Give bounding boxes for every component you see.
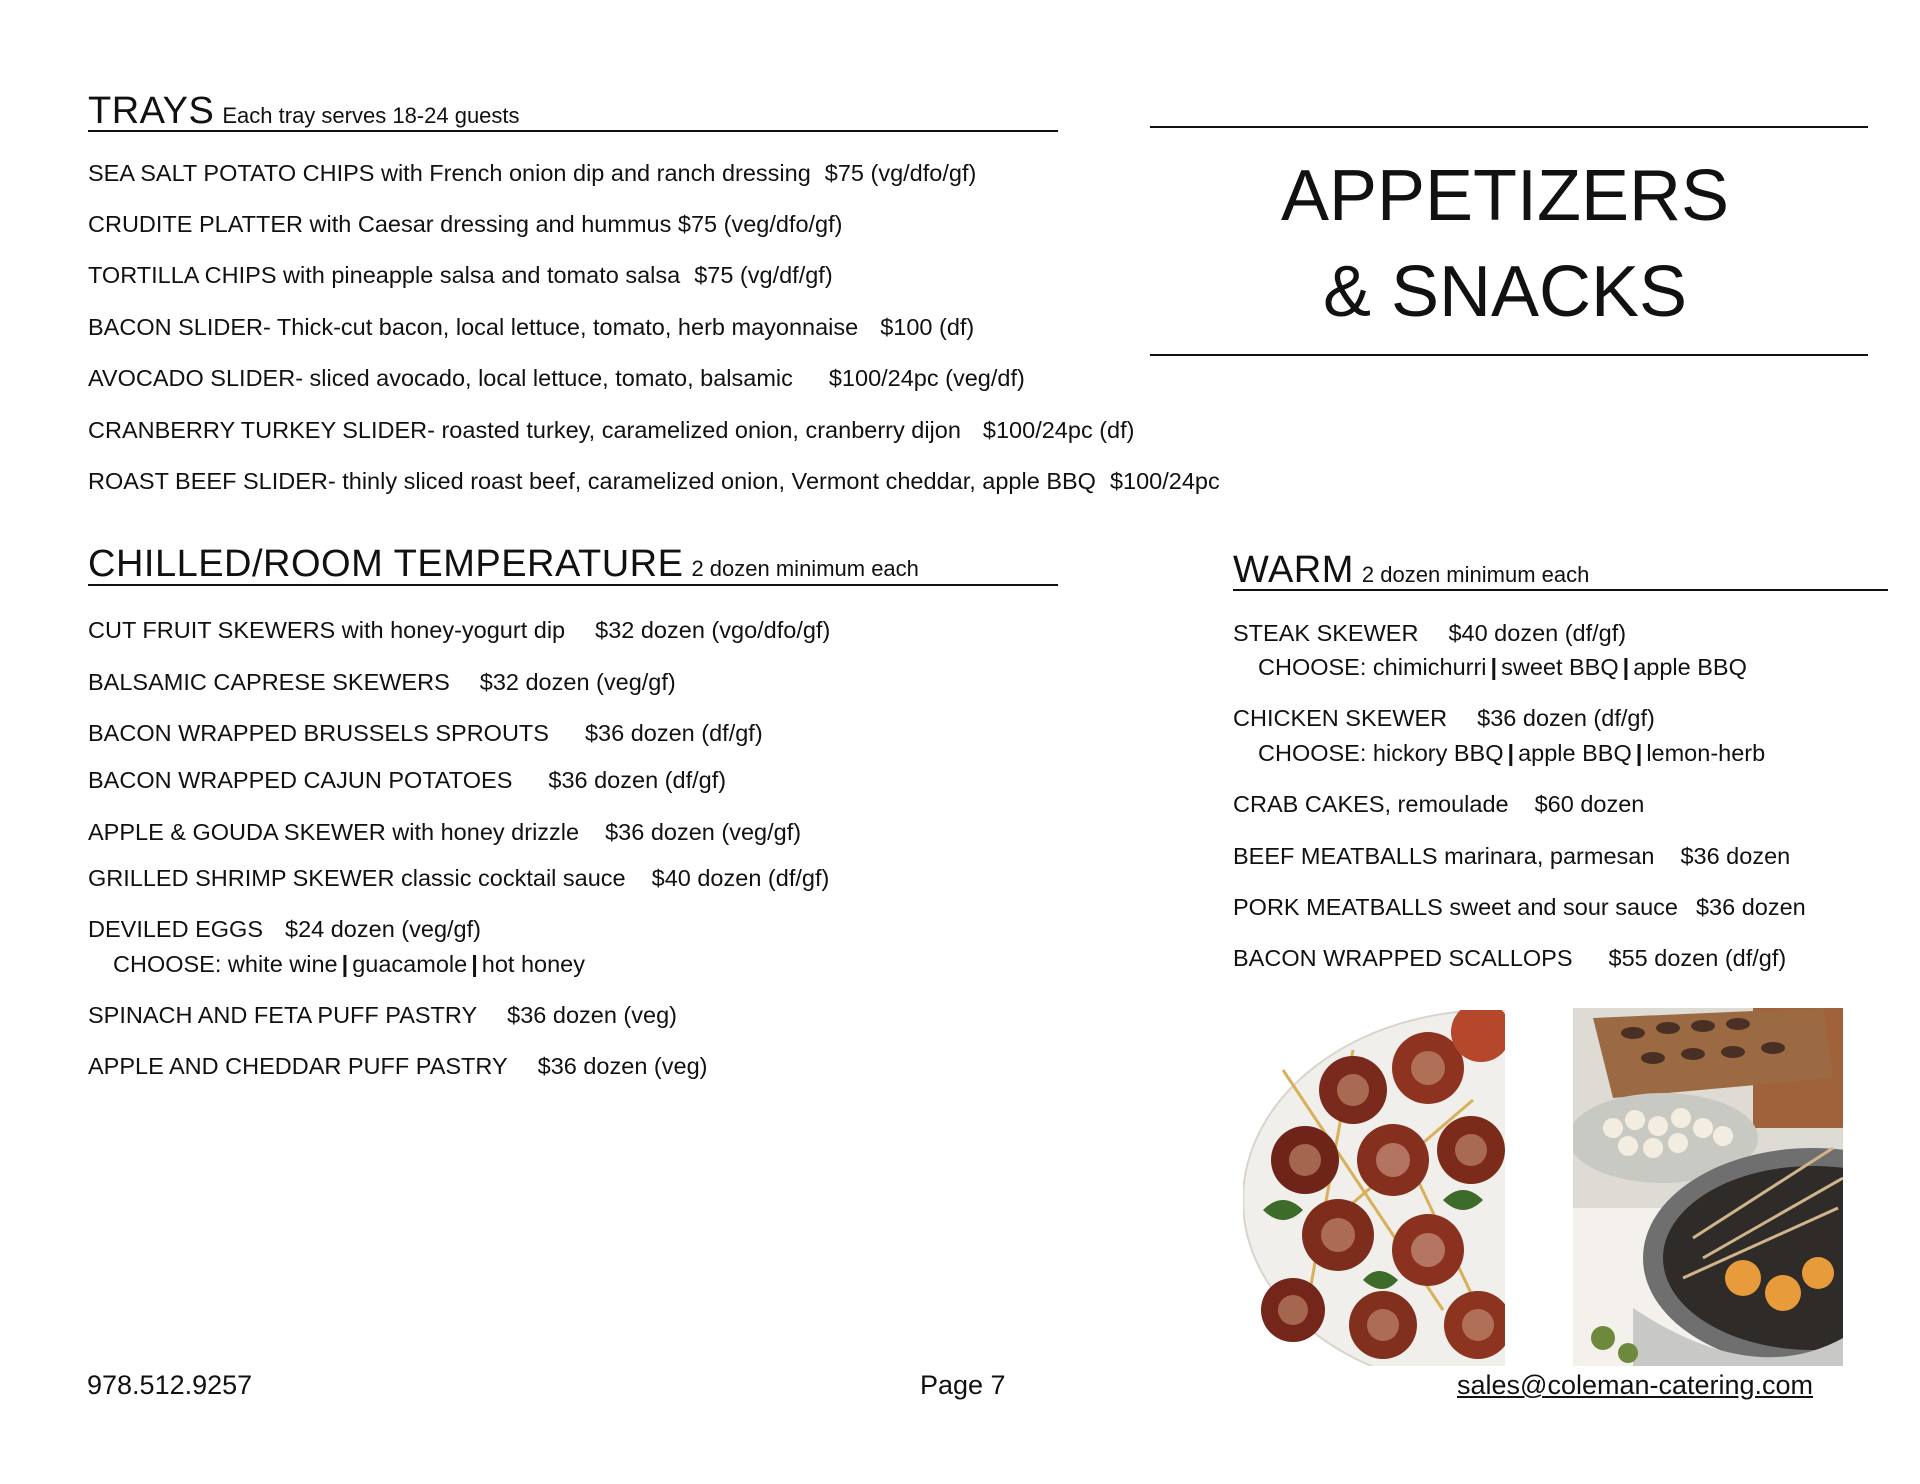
item-price: $100 (df): [880, 314, 975, 340]
list-item: [1233, 894, 1806, 921]
footer-page-number: Page 7: [920, 1370, 1006, 1400]
item-price: $36 dozen (veg/gf): [605, 819, 802, 845]
item-name: DEVILED EGGS: [88, 916, 263, 942]
item-name: AVOCADO SLIDER-: [88, 365, 304, 391]
list-item: [88, 720, 763, 747]
heading-bottom-rule: [1150, 354, 1868, 356]
item-name: APPLE AND CHEDDAR PUFF PASTRY: [88, 1053, 508, 1079]
list-item: [1233, 620, 1626, 647]
warm-title: WARM: [1233, 549, 1354, 591]
item-name: SEA SALT POTATO CHIPS: [88, 160, 375, 186]
item-price: $75 (vg/df/gf): [694, 262, 833, 288]
item-price: $36 dozen (df/gf): [548, 767, 727, 793]
item-desc: with Caesar dressing and hummus: [303, 211, 672, 237]
item-desc: with honey drizzle: [385, 819, 580, 845]
list-item: [88, 1002, 677, 1029]
warm-divider: [1233, 589, 1888, 591]
item-desc: with honey-yogurt dip: [335, 617, 566, 643]
list-item: [88, 211, 842, 238]
item-price: $36 dozen (veg): [537, 1053, 708, 1079]
trays-divider: [88, 130, 1058, 132]
trays-subtitle: Each tray serves 18-24 guests: [222, 103, 520, 128]
footer-email-link[interactable]: sales@coleman-catering.com: [1457, 1370, 1814, 1400]
item-price: $100/24pc (df): [982, 417, 1135, 443]
item-price: $36 dozen (df/gf): [584, 720, 763, 746]
list-item: [88, 314, 974, 341]
deviled-eggs-choose: [113, 951, 585, 978]
item-price: $60 dozen: [1534, 791, 1645, 817]
list-item: [88, 365, 1025, 392]
item-name: BACON WRAPPED CAJUN POTATOES: [88, 767, 513, 793]
item-price: $36 dozen: [1695, 894, 1806, 920]
separator: |: [1635, 740, 1643, 766]
bacon-wrapped-image: [1243, 1010, 1505, 1366]
item-name: CRUDITE PLATTER: [88, 211, 303, 237]
item-desc: , remoulade: [1384, 791, 1509, 817]
item-desc: classic cocktail sauce: [394, 865, 626, 891]
item-desc: with French onion dip and ranch dressing: [374, 160, 811, 186]
separator: |: [1507, 740, 1515, 766]
item-name: CUT FRUIT SKEWERS: [88, 617, 336, 643]
choose-option: apple BBQ: [1633, 654, 1747, 680]
item-price: $32 dozen (veg/gf): [479, 669, 676, 695]
list-item: [88, 865, 829, 892]
choose-option: apple BBQ: [1518, 740, 1632, 766]
separator: |: [471, 951, 478, 977]
choose-label: CHOOSE: hickory BBQ: [1258, 740, 1504, 766]
item-name: BACON SLIDER-: [88, 314, 271, 340]
list-item: [88, 819, 801, 846]
choose-option: sweet BBQ: [1501, 654, 1619, 680]
list-item: [88, 468, 1220, 495]
list-item: [1233, 945, 1786, 972]
item-name: ROAST BEEF SLIDER-: [88, 468, 336, 494]
item-desc: marinara, parmesan: [1437, 843, 1655, 869]
separator: |: [1490, 654, 1498, 680]
item-desc: sliced avocado, local lettuce, tomato, balsamic: [303, 365, 793, 391]
item-name: CRAB CAKES: [1233, 791, 1385, 817]
item-name: PORK MEATBALLS: [1233, 894, 1443, 920]
item-name: TORTILLA CHIPS: [88, 262, 277, 288]
item-desc: sweet and sour sauce: [1442, 894, 1678, 920]
item-name: STEAK SKEWER: [1233, 620, 1419, 646]
item-price: $55 dozen (df/gf): [1608, 945, 1787, 971]
item-name: BALSAMIC CAPRESE SKEWERS: [88, 669, 450, 695]
list-item: [88, 1053, 707, 1080]
list-item: [88, 617, 830, 644]
list-item: [88, 767, 726, 794]
choose-label: CHOOSE: chimichurri: [1258, 654, 1487, 680]
list-item: [1233, 843, 1790, 870]
item-desc: roasted turkey, caramelized onion, cranberry dijon: [434, 417, 961, 443]
page-title-line2: & SNACKS: [1322, 252, 1688, 332]
item-name: BACON WRAPPED SCALLOPS: [1233, 945, 1573, 971]
list-item: [88, 916, 481, 943]
footer-phone: 978.512.9257: [87, 1370, 253, 1400]
item-price: $36 dozen: [1680, 843, 1791, 869]
choose-option: hot honey: [481, 951, 585, 977]
chilled-divider: [88, 584, 1058, 586]
item-name: APPLE & GOUDA SKEWER: [88, 819, 386, 845]
item-desc: Thick-cut bacon, local lettuce, tomato, herb mayonnaise: [270, 314, 859, 340]
warm-subtitle: 2 dozen minimum each: [1361, 562, 1590, 587]
separator: |: [1622, 654, 1630, 680]
item-price: $40 dozen (df/gf): [651, 865, 830, 891]
item-price: $100/24pc (veg/df): [828, 365, 1025, 391]
item-desc: with pineapple salsa and tomato salsa: [276, 262, 681, 288]
item-price: $36 dozen (veg): [507, 1002, 677, 1028]
item-name: BEEF MEATBALLS: [1233, 843, 1438, 869]
choose-label: CHOOSE: white wine: [113, 951, 338, 977]
buffet-skewers-image: [1573, 1008, 1843, 1366]
list-item: [1233, 791, 1644, 818]
separator: |: [341, 951, 349, 977]
item-price: $32 dozen (vgo/dfo/gf): [595, 617, 831, 643]
item-name: CRANBERRY TURKEY SLIDER-: [88, 417, 435, 443]
page-title-line1: APPETIZERS: [1280, 156, 1730, 236]
choose-option: lemon-herb: [1646, 740, 1766, 766]
item-price: $24 dozen (veg/gf): [285, 916, 481, 942]
bacon-wrapped-photo: [1243, 1010, 1505, 1366]
item-price: $75 (veg/dfo/gf): [677, 211, 843, 237]
chilled-title: CHILLED/ROOM TEMPERATURE: [88, 543, 684, 585]
list-item: [88, 417, 1134, 444]
chilled-heading: [88, 543, 919, 586]
item-desc: thinly sliced roast beef, caramelized onion, Vermont cheddar, apple BBQ: [335, 468, 1096, 494]
trays-title: TRAYS: [88, 90, 215, 132]
list-item: [1233, 705, 1655, 732]
chicken-skewer-choose: [1258, 740, 1765, 767]
trays-heading: [88, 90, 520, 133]
item-name: CHICKEN SKEWER: [1233, 705, 1448, 731]
item-name: BACON WRAPPED BRUSSELS SPROUTS: [88, 720, 549, 746]
heading-top-rule: [1150, 126, 1868, 128]
list-item: [88, 669, 676, 696]
choose-option: guacamole: [352, 951, 468, 977]
chilled-subtitle: 2 dozen minimum each: [691, 556, 919, 581]
buffet-skewers-photo: [1573, 1008, 1843, 1366]
item-name: SPINACH AND FETA PUFF PASTRY: [88, 1002, 478, 1028]
steak-skewer-choose: [1258, 654, 1747, 681]
warm-heading: [1233, 549, 1589, 592]
item-name: GRILLED SHRIMP SKEWER: [88, 865, 395, 891]
list-item: [88, 262, 833, 289]
item-price: $40 dozen (df/gf): [1448, 620, 1627, 646]
item-price: $100/24pc: [1109, 468, 1220, 494]
list-item: [88, 160, 976, 187]
item-price: $75 (vg/dfo/gf): [824, 160, 977, 186]
item-price: $36 dozen (df/gf): [1477, 705, 1655, 731]
